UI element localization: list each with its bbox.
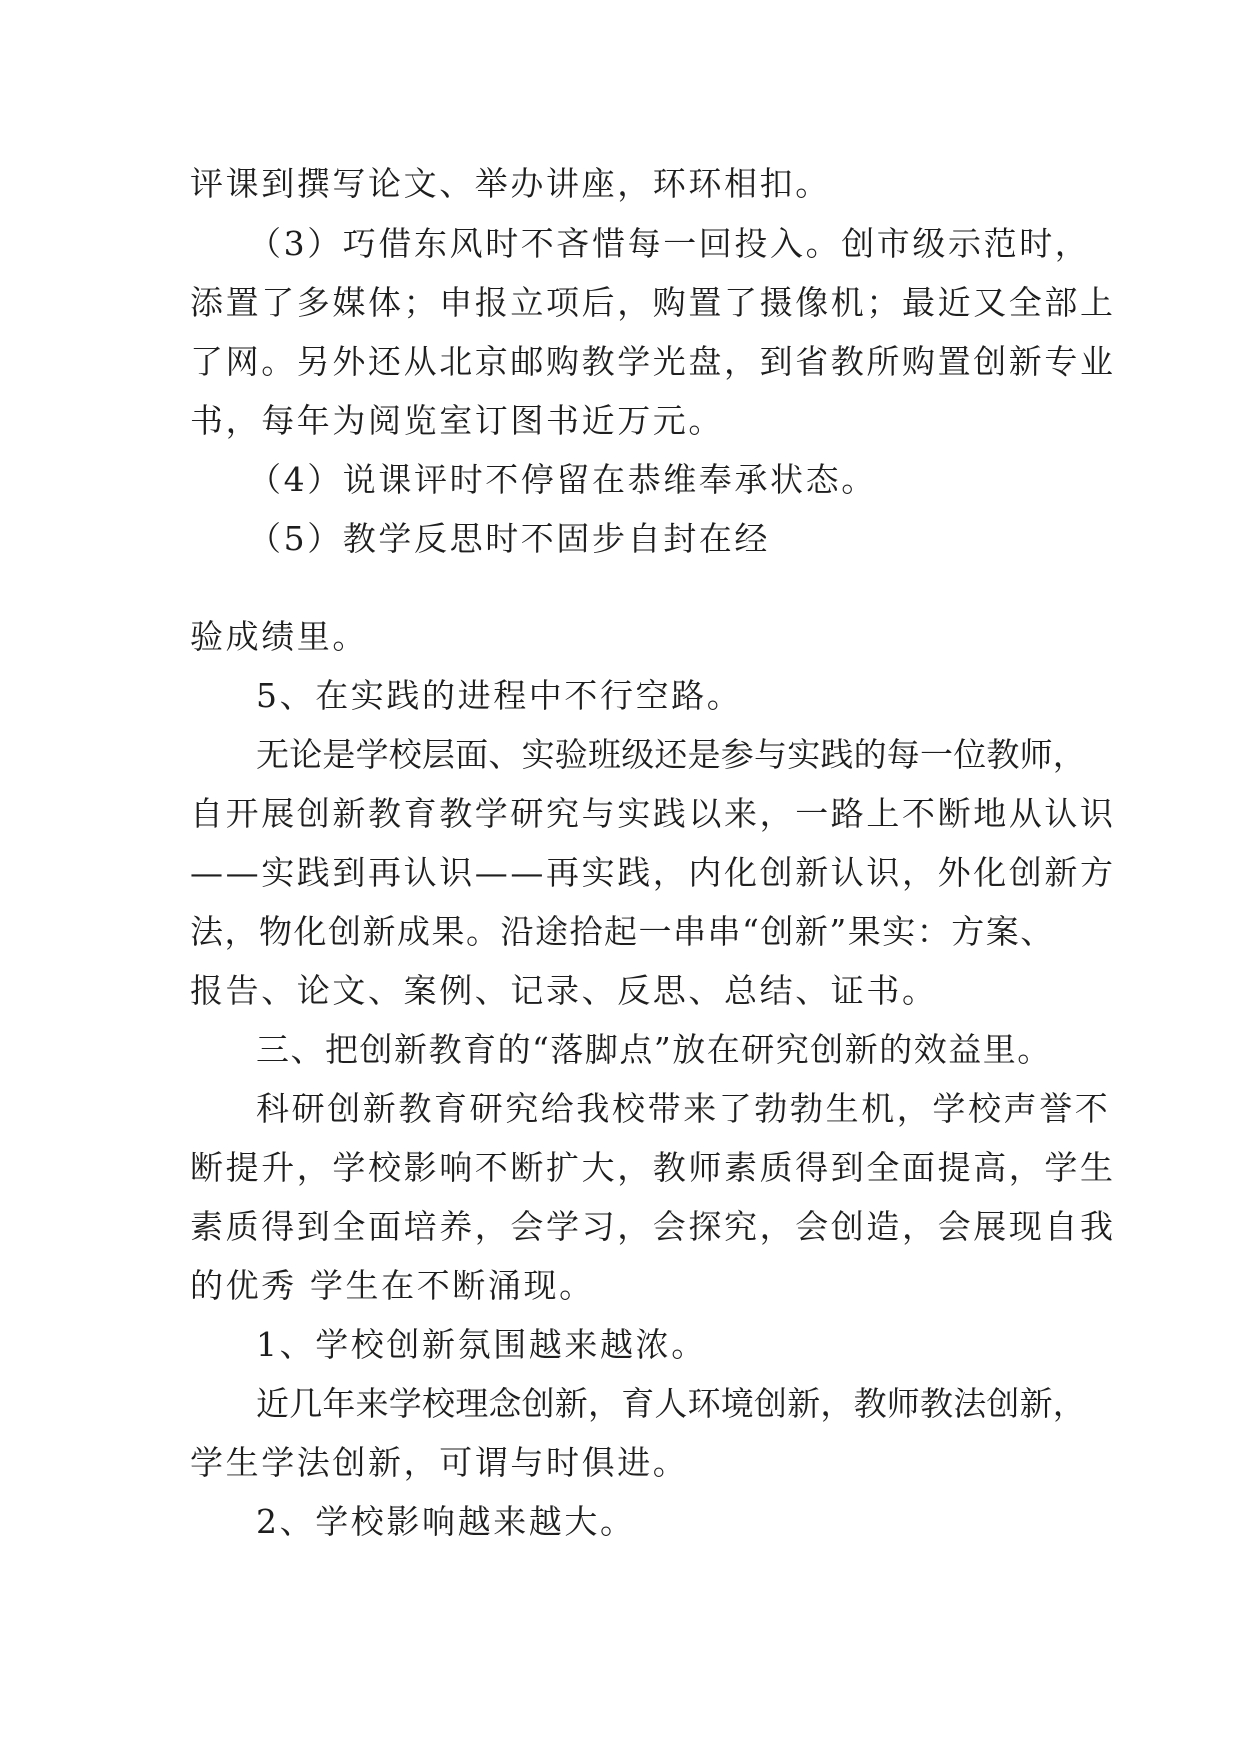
text-line-19: 的优秀 学生在不断涌现。 <box>190 1266 595 1305</box>
text-line-8: 验成绩里。 <box>190 617 368 656</box>
text-line-14: 报告、论文、案例、记录、反思、总结、证书。 <box>190 971 938 1010</box>
text-line-17: 断提升，学校影响不断扩大，教师素质得到全面提高，学生 <box>190 1148 1116 1187</box>
text-line-1: 评课到撰写论文、举办讲座，环环相扣。 <box>190 164 831 203</box>
text-line-5: 书，每年为阅览室订图书近万元。 <box>190 401 724 440</box>
text-line-20: 1、学校创新氛围越来越浓。 <box>256 1325 707 1364</box>
text-line-10: 无论是学校层面、实验班级还是参与实践的每一位教师， <box>256 735 1086 774</box>
text-line-6: （4）说课评时不停留在恭维奉承状态。 <box>248 460 877 499</box>
text-line-11: 自开展创新教育教学研究与实践以来，一路上不断地从认识 <box>190 794 1116 833</box>
text-line-22: 学生学法创新，可谓与时俱进。 <box>190 1443 689 1482</box>
text-line-3: 添置了多媒体；申报立项后，购置了摄像机；最近又全部上 <box>190 283 1116 322</box>
text-line-18: 素质得到全面培养，会学习，会探究，会创造，会展现自我 <box>190 1207 1116 1246</box>
text-line-12: ——实践到再认识——再实践，内化创新认识，外化创新方 <box>190 853 1116 892</box>
text-line-21: 近几年来学校理念创新，育人环境创新，教师教法创新， <box>256 1384 1086 1423</box>
text-line-13: 法，物化创新成果。沿途拾起一串串“创新”果实：方案、 <box>190 912 1055 951</box>
text-line-4: 了网。另外还从北京邮购教学光盘，到省教所购置创新专业 <box>190 342 1116 381</box>
text-line-23: 2、学校影响越来越大。 <box>256 1502 636 1541</box>
text-line-16: 科研创新教育研究给我校带来了勃勃生机，学校声誉不 <box>256 1089 1111 1128</box>
text-line-9: 5、在实践的进程中不行空路。 <box>256 676 743 715</box>
text-line-7: （5）教学反思时不固步自封在经 <box>248 519 770 558</box>
text-line-2: （3）巧借东风时不吝惜每一回投入。创市级示范时， <box>248 224 1091 263</box>
text-line-15: 三、把创新教育的“落脚点”放在研究创新的效益里。 <box>256 1030 1052 1069</box>
